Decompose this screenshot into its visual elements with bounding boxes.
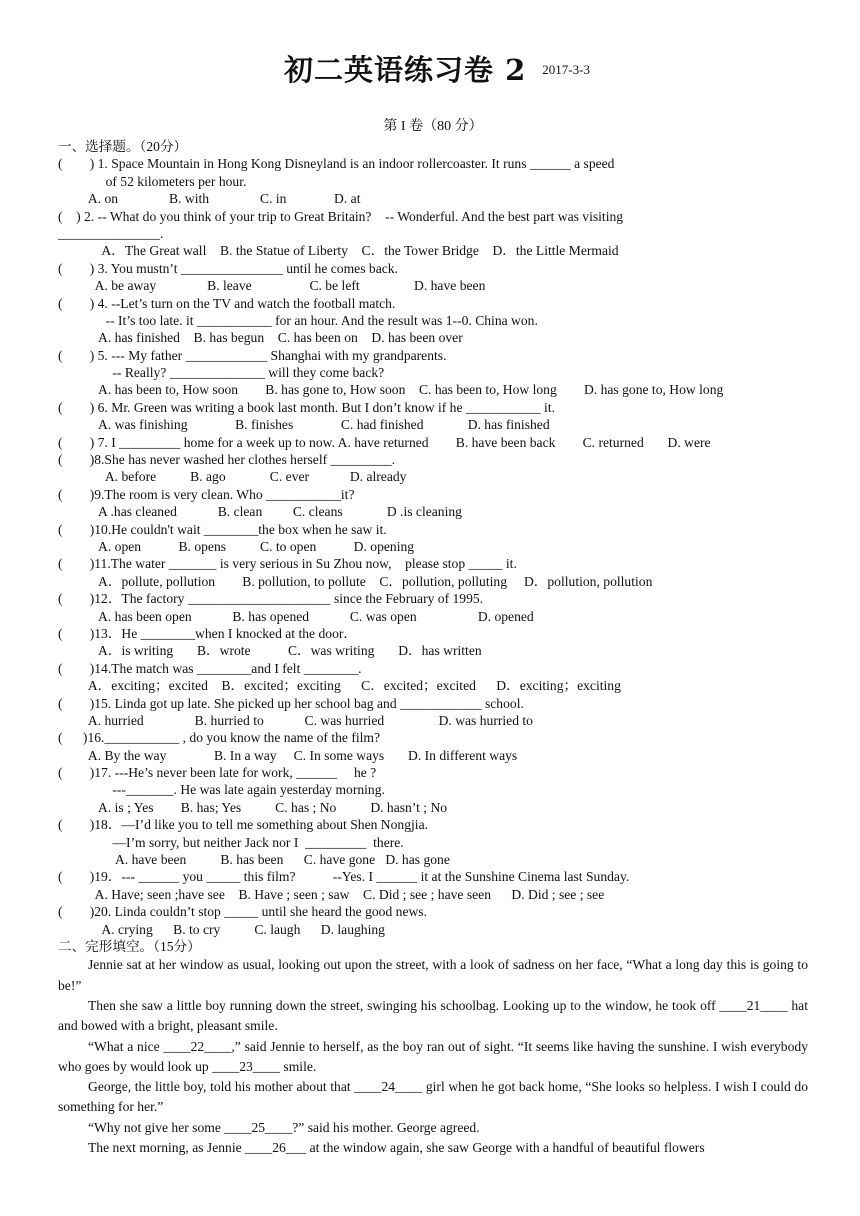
title-row — [66, 50, 808, 90]
question-line: -- Really? ______________ will they come back? — [58, 365, 385, 381]
passage-paragraph: George, the little boy, told his mother about that ____24____ girl when he got back home, “She looks so helpless. I wish I could do something for her.” — [58, 1079, 808, 1115]
date-label: 2017-3-3 — [542, 62, 590, 77]
question-line: —I’m sorry, but neither Jack nor I _________ there. — [58, 834, 404, 850]
question-line: ( )12．The factory _____________________ since the February of 1995. — [58, 591, 484, 607]
passage-paragraph: Then she saw a little boy running down the street, swinging his schoolbag. Looking up to the window, he took off ____21____ hat and bowed with a bright, pleasant smile. — [58, 997, 808, 1034]
question-line: ( )17. ---He’s never been late for work, ______ he ? — [58, 765, 377, 781]
page-title: 初二英语练习卷 2 — [284, 53, 527, 87]
passage-paragraph: “Why not give her some ____25____?” said his mother. George agreed. — [88, 1119, 480, 1135]
question-line: A. on B. with C. in D. at — [58, 191, 361, 207]
question-line: A. is ; Yes B. has; Yes C. has ; No D. hasn’t ; No — [58, 799, 448, 815]
question-line: A．pollute, pollution B. pollution, to pollute C．pollution, polluting D．pollution, pollution — [58, 573, 653, 589]
question-line: A. open B. opens C. to open D. opening — [58, 538, 415, 554]
question-line: ( )18．—I’d like you to tell me something about Shen Nongjia. — [58, 817, 428, 833]
section-cloze — [58, 938, 808, 1158]
worksheet-page — [58, 50, 808, 1158]
question-line: A. has been to, How soon B. has gone to, How soon C. has been to, How long D. has gone to, How long — [58, 382, 724, 398]
cloze-passage — [58, 955, 808, 1158]
question-line: A. was finishing B. finishes C. had finished D. has finished — [58, 417, 550, 433]
question-line: A．The Great wall B. the Statue of Liberty C．the Tower Bridge D．the Little Mermaid — [58, 243, 619, 259]
question-line: ( ) 2. -- What do you think of your trip to Great Britain? -- Wonderful. And the best part was visiting — [58, 208, 624, 224]
question-line: _______________. — [58, 225, 164, 241]
question-line: ( )11.The water _______ is very serious in Su Zhou now, please stop _____ it. — [58, 556, 517, 572]
question-line: ---_______. He was late again yesterday morning. — [58, 782, 385, 798]
question-line: A. crying B. to cry C. laugh D. laughing — [58, 921, 385, 937]
question-line: A. before B. ago C. ever D. already — [58, 469, 407, 485]
question-line: ( )14.The match was ________and I felt ________. — [58, 660, 362, 676]
question-line: ( )9.The room is very clean. Who ___________it? — [58, 486, 355, 502]
question-line: of 52 kilometers per hour. — [58, 173, 247, 189]
question-line: A. be away B. leave C. be left D. have been — [58, 278, 486, 294]
question-line: ( ) 4. --Let’s turn on the TV and watch the football match. — [58, 295, 396, 311]
question-line: A. has finished B. has begun C. has been on D. has been over — [58, 330, 463, 346]
passage-paragraph: “What a nice ____22____,” said Jennie to herself, as the boy ran out of sight. “It seems like having the sunshine. I wish everybody who goes by would look up ____23____ smile. — [58, 1038, 808, 1074]
question-line: A .has cleaned B. clean C. cleans D .is cleaning — [58, 504, 462, 520]
passage-paragraph: The next morning, as Jennie ____26___ at the window again, she saw George with a handful of beautiful flowers — [88, 1140, 705, 1156]
section-heading: 二、完形填空。（15分） — [58, 938, 201, 954]
question-line: A. Have; seen ;have see B. Have ; seen ; saw C. Did ; see ; have seen D. Did ; see ; see — [58, 886, 605, 902]
question-line: -- It’s too late. it ___________ for an hour. And the result was 1--0. China won. — [58, 312, 538, 328]
question-line: ( )19．--- ______ you _____ this film? --Yes. I ______ it at the Sunshine Cinema last Sunday. — [58, 869, 630, 885]
volume-heading: 第 I 卷（80 分） — [383, 119, 483, 134]
question-line: ( )13．He ________when I knocked at the door． — [58, 625, 357, 641]
question-list — [58, 155, 808, 938]
question-line: A．exciting；excited B．excited；exciting C．excited；excited D．exciting；exciting — [58, 678, 621, 694]
question-line: ( )10.He couldn't wait ________the box when he saw it. — [58, 521, 387, 537]
question-line: A．is writing B．wrote C．was writing D．has written — [58, 643, 482, 659]
question-line: ( ) 6. Mr. Green was writing a book last month. But I don’t know if he ___________ it. — [58, 399, 556, 415]
question-line: ( ) 3. You mustn’t _______________ until he comes back. — [58, 260, 398, 276]
question-line: ( )20. Linda couldn’t stop _____ until she heard the good news. — [58, 904, 427, 920]
section-multiple-choice — [58, 138, 808, 938]
question-line: ( ) 5. --- My father ____________ Shanghai with my grandparents. — [58, 347, 447, 363]
question-line: A. hurried B. hurried to C. was hurried D. was hurried to — [58, 712, 533, 728]
question-line: A. have been B. has been C. have gone D. has gone — [58, 852, 450, 868]
question-line: ( ) 7. I _________ home for a week up to now. A. have returned B. have been back C. returned D. were — [58, 434, 711, 450]
question-line: A. By the way B. In a way C. In some ways D. In different ways — [58, 747, 518, 763]
section-heading: 一、选择题。（20分） — [58, 139, 188, 154]
passage-paragraph: Jennie sat at her window as usual, looking out upon the street, with a look of sadness on her face, “What a long day this is going to be!” — [58, 957, 808, 993]
question-line: ( )8.She has never washed her clothes herself _________. — [58, 452, 396, 468]
question-line: ( )16.___________ , do you know the name of the film? — [58, 730, 381, 746]
question-line: ( )15. Linda got up late. She picked up her school bag and ____________ school. — [58, 695, 524, 711]
question-line: ( ) 1. Space Mountain in Hong Kong Disneyland is an indoor rollercoaster. It runs ______ a speed — [58, 156, 615, 172]
question-line: A. has been open B. has opened C. was open D. opened — [58, 608, 534, 624]
